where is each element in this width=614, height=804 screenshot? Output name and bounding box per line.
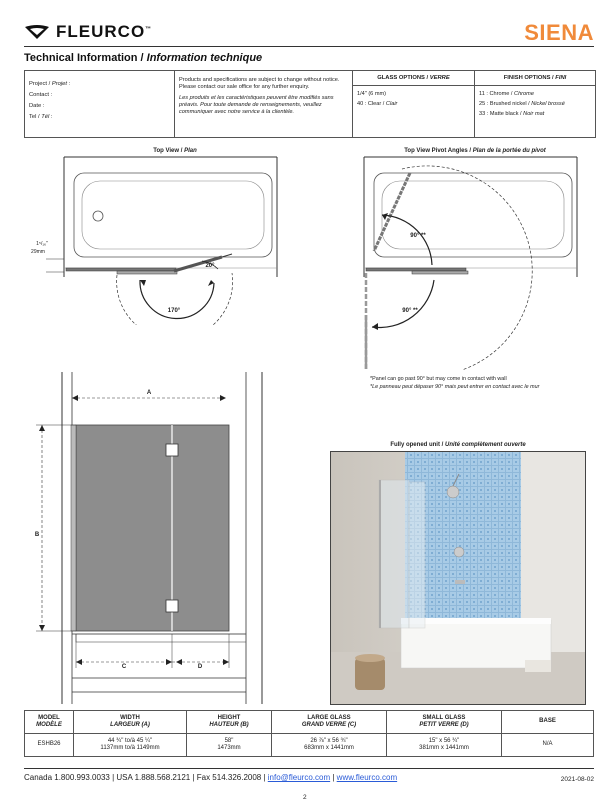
cell-base: N/A xyxy=(502,734,594,757)
pivot-note xyxy=(370,376,539,391)
spec-table-header xyxy=(25,711,594,734)
field-contact: Contact : xyxy=(29,92,53,98)
col-base: BASE xyxy=(502,711,594,734)
notice-column xyxy=(175,71,353,137)
top-view-angle-170: 170° xyxy=(167,308,181,314)
fleurco-logo xyxy=(24,22,152,42)
glass-option-clear: 40 : Clear / Clair xyxy=(357,101,398,107)
top-view-dim-mm: 29mm xyxy=(31,249,45,255)
email-link[interactable]: info@fleurco.com xyxy=(267,773,331,782)
page-number: 2 xyxy=(303,794,307,801)
technical-info-title: Technical Information / Information technique xyxy=(24,52,263,64)
col-small-glass: SMALL GLASS PETIT VERRE (D) xyxy=(387,711,502,734)
document-date: 2021-08-02 xyxy=(560,776,594,783)
field-tel: Tel / Tél : xyxy=(29,114,53,120)
finish-options xyxy=(475,71,595,137)
elevation-label-b: B xyxy=(34,532,40,538)
notice-fr: Les produits et les caractéristiques peuvent être modifiés sans préavis. Pour toute demande de renseignements, veuillez communiquer avec notre service à la clientèle. xyxy=(179,95,334,115)
col-large-glass: LARGE GLASS GRAND VERRE (C) xyxy=(272,711,387,734)
field-project: Project / Projet : xyxy=(29,81,71,87)
top-view-angle-20: 20° xyxy=(205,263,215,269)
pivot-note-en: *Panel can go past 90° but may come in contact with wall xyxy=(370,376,507,382)
top-view-title: Top View / Plan xyxy=(153,148,197,154)
header-divider xyxy=(24,46,594,47)
top-view-dim-inch: 1⁵/₁₆" xyxy=(36,241,48,247)
cell-small-glass: 15" x 56 ¾" 381mm x 1441mm xyxy=(387,734,502,757)
finish-options-header: FINISH OPTIONS / FINI xyxy=(475,71,595,86)
elevation-label-a: A xyxy=(146,390,152,396)
cell-model: ESHB26 xyxy=(25,734,74,757)
glass-options xyxy=(353,71,475,137)
col-model: MODEL MODÈLE xyxy=(25,711,74,734)
glass-option-thickness: 1/4" (6 mm) xyxy=(357,91,387,97)
pivot-angle-lower: 90° ** xyxy=(402,308,418,314)
pivot-view-drawing xyxy=(352,155,602,375)
notice-en: Products and specifications are subject to change without notice. Please contact our sale office for any further enquiry. xyxy=(179,77,340,90)
pivot-angle-upper: 90° ** xyxy=(410,233,426,239)
fleurco-logo-icon xyxy=(24,24,50,40)
cell-width: 44 ¾" to/à 45 ¼" 1137mm to/à 1149mm xyxy=(74,734,187,757)
pivot-note-fr: *Le panneau peut dépaser 90° mais peut entrer en contact avec le mur xyxy=(370,383,540,390)
cell-height: 58" 1473mm xyxy=(187,734,272,757)
product-photo-illustration xyxy=(331,452,585,704)
footer-contact: Canada 1.800.993.0033 | USA 1.888.568.2121 | Fax 514.326.2008 | info@fleurco.com | www.fleurco.com xyxy=(24,773,398,782)
top-view-drawing xyxy=(22,155,312,325)
glass-options-header: GLASS OPTIONS / VERRE xyxy=(353,71,474,86)
brand-name: FLEURCO™ xyxy=(56,22,153,41)
table-row xyxy=(25,734,594,757)
photo-title: Fully opened unit / Unité complètement ouverte xyxy=(390,442,526,448)
website-link[interactable]: www.fleurco.com xyxy=(336,773,398,782)
spec-table xyxy=(24,710,594,757)
pivot-view-title: Top View Pivot Angles / Plan de la portée du pivot xyxy=(404,148,546,154)
elevation-drawing xyxy=(28,372,298,708)
project-fields xyxy=(25,71,175,137)
finish-option-brushed-nickel: 25 : Brushed nickel / Nickel brossé xyxy=(479,101,565,107)
product-name: SIENA xyxy=(524,20,594,45)
product-photo xyxy=(330,451,586,705)
elevation-label-c: C xyxy=(121,664,127,670)
cell-large-glass: 26 ⅞" x 56 ¾" 683mm x 1441mm xyxy=(272,734,387,757)
col-height: HEIGHT HAUTEUR (B) xyxy=(187,711,272,734)
info-box xyxy=(24,70,596,138)
finish-option-matte-black: 33 : Matte black / Noir mat xyxy=(479,111,545,117)
finish-option-chrome: 11 : Chrome / Chrome xyxy=(479,91,534,97)
col-width: WIDTH LARGEUR (A) xyxy=(74,711,187,734)
field-date: Date : xyxy=(29,103,45,109)
elevation-label-d: D xyxy=(197,664,203,670)
footer-divider xyxy=(24,768,594,769)
